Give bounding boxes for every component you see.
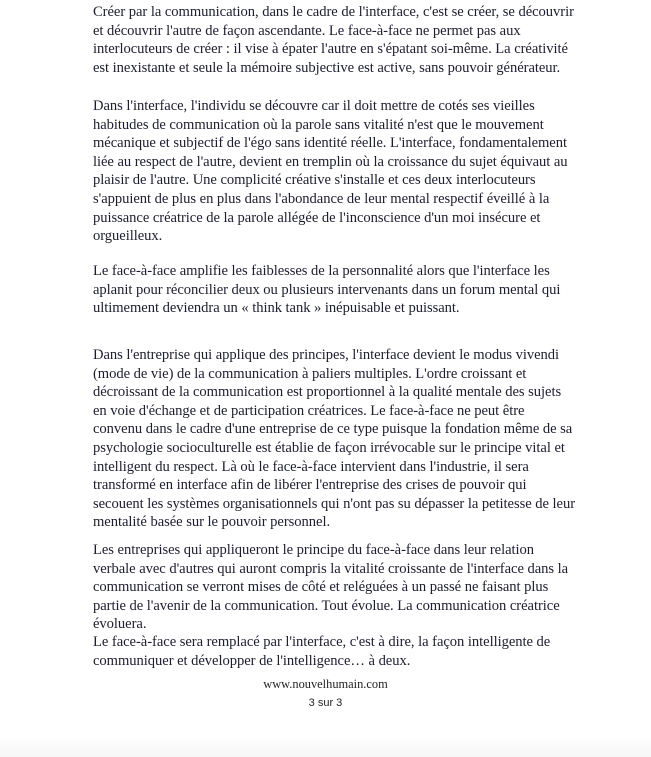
page-number: 3 sur 3 (308, 697, 343, 709)
paragraph-2 (93, 97, 573, 246)
text-line: Les entreprises qui appliqueront le principe du face-à-face dans leur relation (93, 542, 535, 558)
text-line: habitudes de communication où la parole sans vitalité n'est que le mouvement (93, 116, 544, 133)
text-line: mécanique et subjectif de l'égo sans identité réelle. L'interface, fondamentalement (93, 135, 567, 152)
text-line: Dans l'interface, l'individu se découvre car il doit mettre de cotés ses vieilles (93, 98, 535, 114)
text-line: secouent les systèmes organisationnels qui n'ont pas su dépasser la petitesse de leur (93, 495, 576, 512)
paragraph-1 (93, 3, 573, 77)
text-line: Le face-à-face amplifie les faiblesses de la personnalité alors que l'interface les (93, 263, 550, 279)
text-line: ultimement deviendra un « think tank » inépuisable et puissant. (93, 300, 460, 317)
text-line: puissance créatrice de la parole allégée de l'inconscience d'un moi insécure et (93, 209, 541, 226)
text-line: Le face-à-face sera remplacé par l'interface, c'est à dire, la façon intelligente de (93, 634, 551, 650)
text-line: convenu dans le cadre d'une entreprise de ce type puisque la fondation même de sa (93, 421, 573, 438)
text-line: orgueilleux. (93, 228, 163, 245)
paragraph-4 (93, 346, 576, 532)
text-line: Créer par la communication, dans le cadre de l'interface, c'est se créer, se découvrir (93, 4, 574, 20)
text-line: mentalité basée sur le pouvoir personnel. (93, 514, 331, 531)
text-line: aplanit pour réconcilier deux ou plusieurs intervenants dans un forum mental qui (93, 281, 561, 298)
text-line: (mode de vie) de la communication à paliers multiples. L'ordre croissant et (93, 365, 527, 382)
text-line: et découvrir l'autre de façon ascendante. Le face-à-face ne permet pas aux (93, 22, 521, 39)
paragraph-3 (93, 262, 573, 318)
text-line: verbale avec d'autres qui auront compris la vitalité croissante de l'interface dans la (93, 560, 569, 577)
text-line: évoluera. (93, 616, 147, 633)
text-line: liée au respect de l'autre, devient en tremplin où la croissance du sujet équivaut au (93, 153, 568, 170)
paragraph-5 (93, 541, 573, 634)
text-line: Dans l'entreprise qui applique des principes, l'interface devient le modus vivendi (93, 347, 559, 363)
text-line: s'appuient de plus en plus dans l'abondance de leur mental respectif éveillé à la (93, 190, 550, 207)
text-line: est inexistante et seule la mémoire subjective est active, sans pouvoir générateur. (93, 59, 561, 76)
text-line: communiquer et développer de l'intelligence… à deux. (93, 652, 411, 669)
text-line: décroissant de la communication est proportionnel à la qualité mentale des sujets (93, 384, 562, 401)
text-line: communication se verront mises de côté et reléguées à un passé ne faisant plus (93, 579, 549, 596)
footer-website: www.nouvelhumain.com (263, 677, 388, 691)
text-line: intelligent du respect. Là où le face-à-face intervient dans l'industrie, il sera (93, 458, 529, 475)
text-line: partie de l'avenir de la communication. Tout évolue. La communication créatrice (93, 597, 560, 614)
page-bottom-shadow (0, 737, 651, 757)
text-line: transformé en interface afin de libérer l'entreprise des crises de pouvoir qui (93, 477, 527, 494)
text-line: psychologie socioculturelle est établie de façon irrévocable sur le principe vital et (93, 439, 565, 456)
text-line: interlocuteurs de créer : il vise à épater l'autre en s'épatant soi-même. La créativité (93, 41, 568, 58)
paragraph-6 (93, 633, 573, 670)
text-line: en voie d'échange et de participation créatrices. Le face-à-face ne peut être (93, 402, 525, 419)
text-line: plaisir de l'autre. Une complicité créative s'installe et ces deux interlocuteurs (93, 172, 536, 189)
